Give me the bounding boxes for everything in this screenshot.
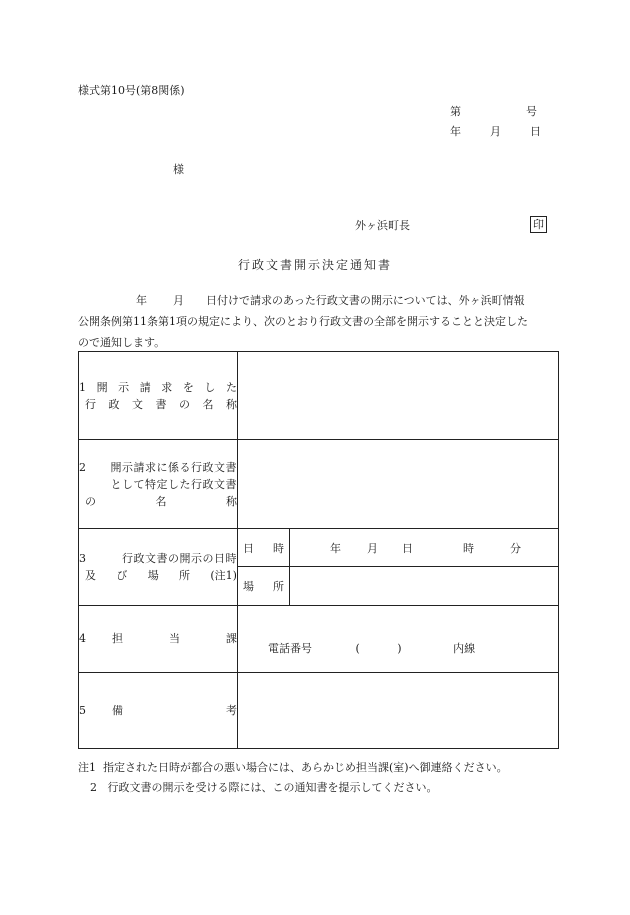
body-line-2: 公開条例第11条第1項の規定により、次のとおり行政文書の全部を開示することと決定した — [78, 315, 528, 328]
row3-label-line2: 及 び 場 所 (注1) — [85, 569, 237, 582]
addressee-suffix: 様 — [173, 163, 184, 176]
table-row-specified-document — [79, 440, 559, 529]
table-row-document-name — [79, 352, 559, 440]
row3-sub-datetime-label: 日 時 — [238, 529, 290, 567]
number-prefix: 第 — [450, 105, 461, 118]
form-code: 様式第10号(第8関係) — [78, 84, 185, 97]
body-month-label: 月 — [173, 294, 184, 307]
table-row-remarks — [79, 673, 559, 749]
row1-value[interactable] — [238, 352, 559, 440]
extension-label: 内線 — [453, 642, 476, 655]
table-row-datetime — [79, 529, 559, 567]
row2-label-line3: の 名 称 — [85, 494, 237, 508]
row1-label-line2: 行 政 文 書 の 名 称 — [85, 397, 237, 411]
date-line — [450, 123, 541, 139]
body-paragraph — [78, 290, 560, 353]
note-2: 2 行政文書の開示を受ける際には、この通知書を提示してください。 — [90, 781, 438, 794]
number-label — [450, 103, 537, 119]
issuer-name: 外ヶ浜町長 — [355, 219, 410, 232]
row4-label: 4 担 当 課 — [79, 606, 238, 673]
seal-mark: 印 — [530, 216, 547, 233]
date-month-label: 月 — [490, 125, 501, 138]
note-1: 注1 指定された日時が都合の悪い場合には、あらかじめ担当課(室)へ御連絡ください。 — [78, 761, 508, 774]
row3-place-value[interactable] — [290, 567, 559, 606]
row3-sub-place-label: 場 所 — [238, 567, 290, 606]
row2-label-line2: として特定した行政文書 — [110, 477, 237, 491]
document-title: 行政文書開示決定通知書 — [237, 258, 392, 272]
table-row-department — [79, 606, 559, 673]
date-year-label: 年 — [450, 125, 461, 138]
body-year-label: 年 — [136, 294, 147, 307]
row4-value[interactable]: 電話番号 ( ) 内線 — [238, 606, 559, 673]
row1-label-line1: 1 開 示 請 求 を し た — [79, 380, 237, 394]
body-line-1-text: 日付けで請求のあった行政文書の開示については、外ヶ浜町情報 — [206, 294, 525, 307]
row2-label-line1: 2 開示請求に係る行政文書 — [79, 460, 237, 474]
row5-value[interactable] — [238, 673, 559, 749]
row5-label: 5 備 考 — [79, 673, 238, 749]
number-suffix: 号 — [526, 105, 537, 118]
row2-label — [79, 440, 238, 529]
body-line-1 — [78, 290, 560, 311]
row2-value[interactable] — [238, 440, 559, 529]
tel-label: 電話番号 — [268, 642, 312, 655]
body-line-3: ので通知します。 — [78, 336, 166, 349]
row3-datetime-value[interactable]: 年 月 日 時 分 — [290, 529, 559, 567]
disclosure-table — [78, 351, 559, 749]
row3-label — [79, 529, 238, 606]
row3-label-line1: 3 行政文書の開示の日時 — [79, 552, 237, 565]
notes — [78, 758, 508, 798]
date-day-label: 日 — [530, 125, 541, 138]
row1-label — [79, 352, 238, 440]
